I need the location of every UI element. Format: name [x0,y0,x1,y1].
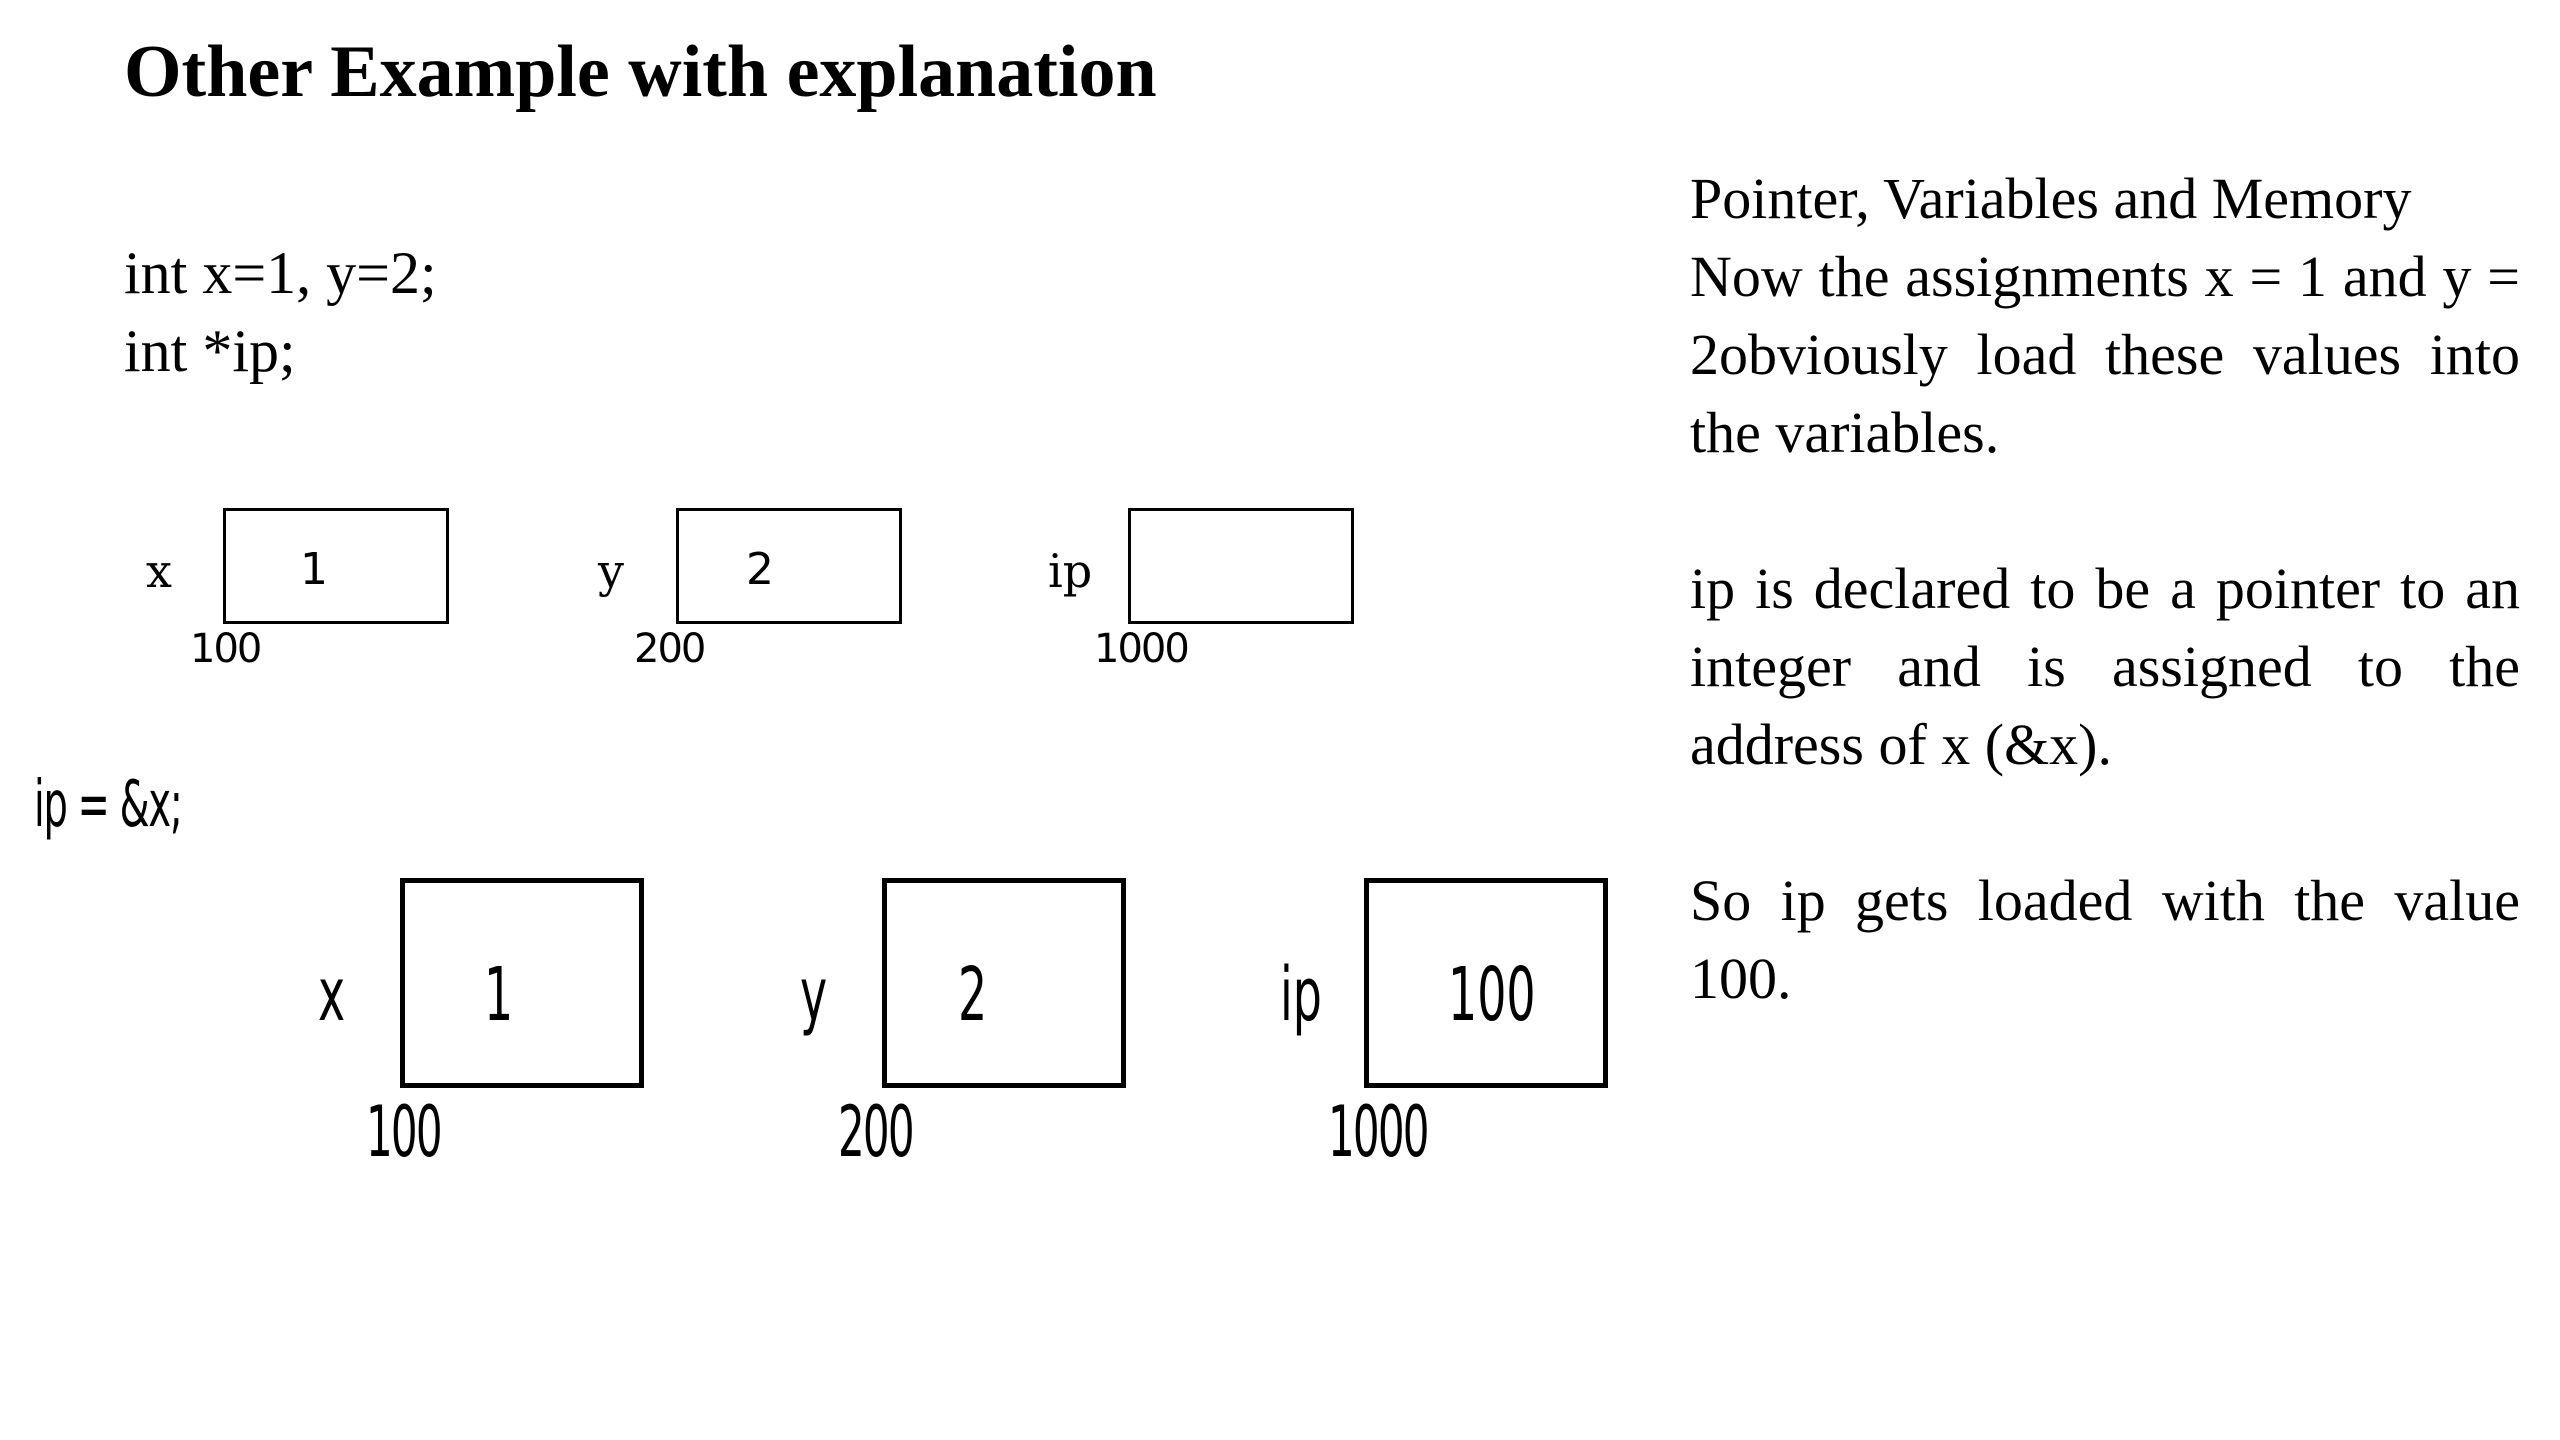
assignment-statement: ip = &x; [34,768,182,842]
cell-value-x: 1 [300,544,328,595]
code-line-declare-ints: int x=1, y=2; [124,240,437,306]
cell-value-y: 2 [958,952,988,1038]
var-label-y: y [800,952,828,1038]
memory-cell-x [400,878,644,1088]
var-label-x: x [146,544,172,598]
cell-address-y: 200 [838,1091,913,1173]
cell-value-x: 1 [484,952,514,1038]
var-label-ip: ip [1280,952,1322,1038]
explanation-text [1690,160,2520,1018]
cell-address-ip: 1000 [1094,626,1188,672]
cell-address-x: 100 [190,626,261,672]
memory-cell-y [676,508,902,624]
explanation-paragraph-assignments: Now the assignments x = 1 and y = 2obviously load these values into the variables. [1690,244,2520,465]
memory-cell-ip [1128,508,1354,624]
explanation-paragraph-pointer: ip is declared to be a pointer to an integer and is assigned to the address of x (&x). [1690,556,2520,777]
var-label-ip: ip [1048,544,1093,598]
memory-cell-y [882,878,1126,1088]
explanation-paragraph-result: So ip gets loaded with the value 100. [1690,868,2520,1011]
var-label-y: y [598,544,624,598]
slide-title: Other Example with explanation [124,31,1157,113]
cell-value-ip: 100 [1448,952,1536,1038]
code-line-declare-pointer: int *ip; [124,318,296,384]
cell-value-y: 2 [746,544,774,595]
code-block [124,234,437,390]
memory-cell-x [223,508,449,624]
cell-address-y: 200 [634,626,705,672]
cell-address-x: 100 [366,1091,441,1173]
cell-address-ip: 1000 [1328,1091,1428,1173]
var-label-x: x [318,952,346,1038]
explanation-heading: Pointer, Variables and Memory [1690,166,2412,231]
